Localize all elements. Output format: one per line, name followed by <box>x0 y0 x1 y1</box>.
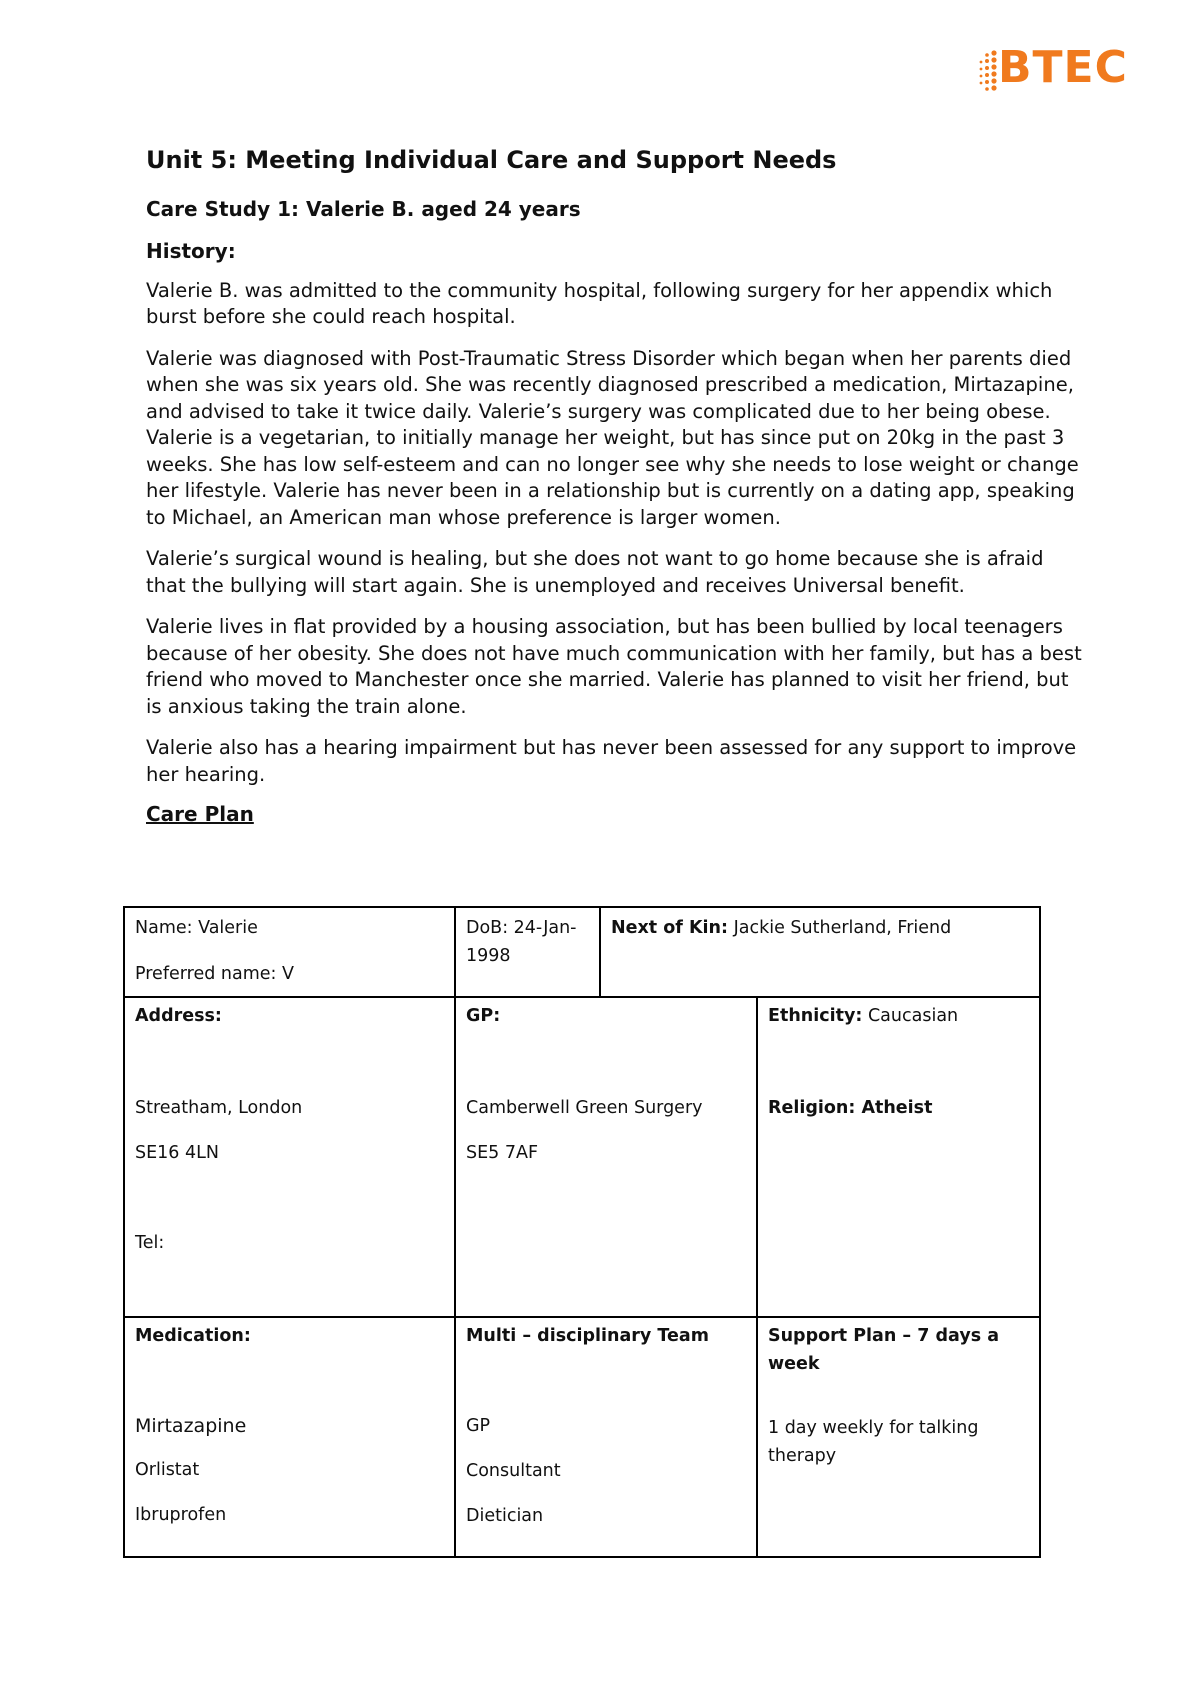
care-plan-heading: Care Plan <box>146 802 254 827</box>
ethnicity-line <box>768 1002 1029 1030</box>
mdt-label: Multi – disciplinary Team <box>466 1326 709 1346</box>
name-value: Valerie <box>192 918 258 938</box>
next-of-kin-line <box>611 914 1029 942</box>
name-line <box>135 914 444 942</box>
care-study-subtitle: Care Study 1: Valerie B. aged 24 years <box>146 196 581 221</box>
dob: DoB: 24-Jan-1998 <box>466 918 577 966</box>
table-row <box>124 1317 1040 1557</box>
ethnicity-value: Caucasian <box>862 1006 959 1026</box>
medication-label: Medication: <box>135 1326 251 1346</box>
support-plan-label: Support Plan – 7 days a week <box>768 1326 1000 1374</box>
history-paragraph: Valerie’s surgical wound is healing, but she does not want to go home because she is afraid that the bullying will start again. She is unemployed and receives Universal benefit. <box>146 547 1044 597</box>
care-plan-table <box>123 906 1041 1558</box>
mdt-member: Dietician <box>466 1506 544 1526</box>
btec-logo <box>978 42 1128 98</box>
mdt-member: Consultant <box>466 1461 561 1481</box>
gp-name: Camberwell Green Surgery <box>466 1098 703 1118</box>
next-of-kin-cell <box>600 907 1040 997</box>
name-label: Name: <box>135 918 193 938</box>
history-paragraph: Valerie was diagnosed with Post-Traumatic Stress Disorder which began when her parents died when she was six years old. She was recently diagnosed prescribed a medication, Mirtazapine, and advised to take it twice daily. Valerie’s surgery was complicated due to her being obese. Valerie is a vegetarian, to initially manage her weight, but has since put on 20kg in the past 3 weeks. She has low self-esteem and can no longer see why she needs to lose weight or change her lifestyle. Valerie has never been in a relationship but is currently on a dating app, speaking to Michael, an American man whose preference is larger women. <box>146 346 1079 529</box>
religion: Religion: Atheist <box>768 1098 933 1118</box>
next-of-kin-label: Next of Kin: <box>611 918 729 938</box>
table-row <box>124 907 1040 997</box>
table-row <box>124 997 1040 1317</box>
ethnicity-label: Ethnicity: <box>768 1006 863 1026</box>
gp-cell <box>455 997 757 1317</box>
history-heading: History: <box>146 238 236 263</box>
medication-item: Mirtazapine <box>135 1415 247 1437</box>
medication-cell <box>124 1317 455 1557</box>
mdt-cell <box>455 1317 757 1557</box>
support-plan-value: 1 day weekly for talking therapy <box>768 1418 979 1466</box>
dob-cell <box>455 907 600 997</box>
telephone: Tel: <box>135 1233 165 1253</box>
dots-graphic <box>978 50 1000 94</box>
address-line2: SE16 4LN <box>135 1143 219 1163</box>
logo-text: BTEC <box>998 42 1128 93</box>
medication-item: Ibruprofen <box>135 1505 227 1525</box>
address-line1: Streatham, London <box>135 1098 303 1118</box>
ethnicity-cell <box>757 997 1040 1317</box>
medication-item: Orlistat <box>135 1460 200 1480</box>
mdt-member: GP <box>466 1416 491 1436</box>
document-body <box>146 140 1086 826</box>
address-cell <box>124 997 455 1317</box>
history-paragraph: Valerie lives in flat provided by a housing association, but has been bullied by local teenagers because of her obesity. She does not have much communication with her family, but has a best friend who moved to Manchester once she married. Valerie has planned to visit her friend, but is anxious taking the train alone. <box>146 615 1082 718</box>
name-cell <box>124 907 455 997</box>
address-label: Address: <box>135 1006 222 1026</box>
next-of-kin-value: Jackie Sutherland, Friend <box>728 918 952 938</box>
history-paragraph: Valerie also has a hearing impairment but has never been assessed for any support to improve her hearing. <box>146 736 1077 786</box>
gp-label: GP: <box>466 1006 501 1026</box>
gp-postcode: SE5 7AF <box>466 1143 539 1163</box>
support-plan-cell <box>757 1317 1040 1557</box>
page-title: Unit 5: Meeting Individual Care and Support Needs <box>146 146 837 174</box>
preferred-name: Preferred name: V <box>135 964 294 984</box>
history-paragraph: Valerie B. was admitted to the community hospital, following surgery for her appendix which burst before she could reach hospital. <box>146 278 1053 329</box>
